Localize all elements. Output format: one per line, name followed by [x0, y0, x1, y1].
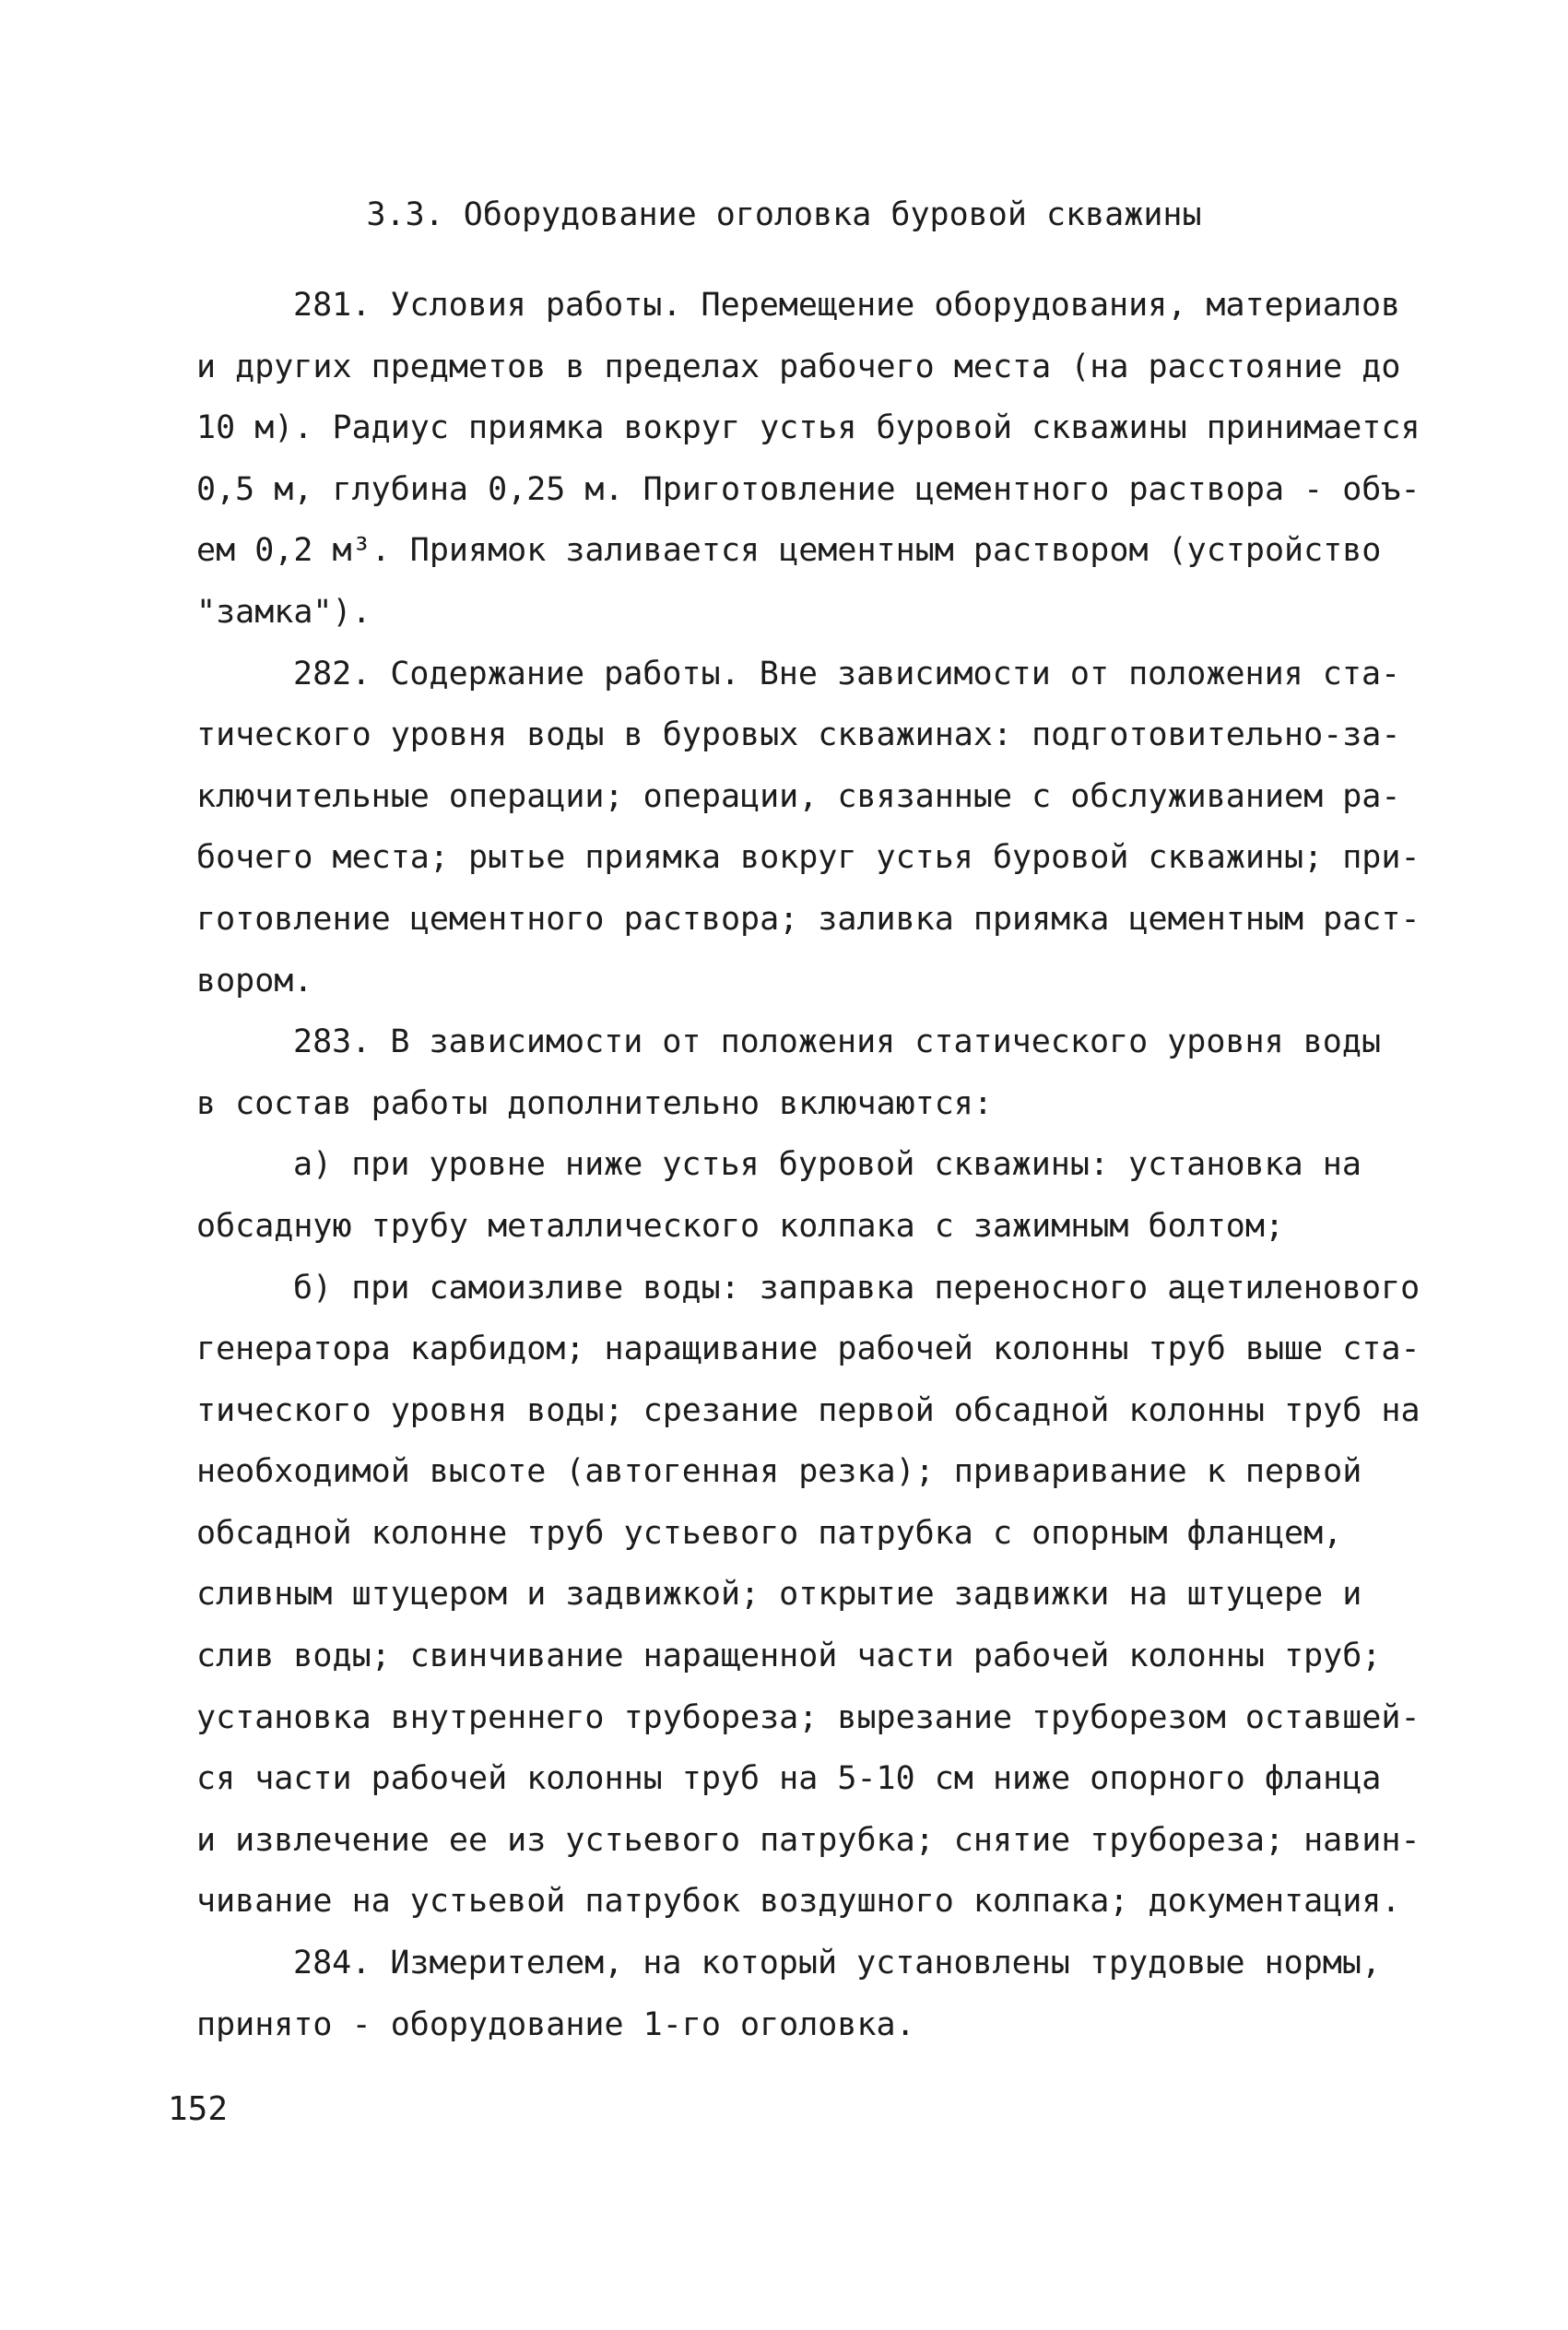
paragraph-281 — [196, 275, 1421, 644]
text-line: сливным штуцером и задвижкой; открытие задвижки на штуцере и — [196, 1576, 1362, 1614]
text-line: принято - оборудование 1-го оголовка. — [196, 2005, 915, 2043]
text-line: "замка"). — [196, 593, 371, 631]
text-line: ем 0,2 м³. Приямок заливается цементным раствором (устройство — [196, 532, 1382, 570]
text-line: бочего места; рытье приямка вокруг устья буровой скважины; при- — [196, 839, 1421, 877]
text-line: 0,5 м, глубина 0,25 м. Приготовление цементного раствора - объ- — [196, 470, 1421, 508]
text-line: обсадную трубу металлического колпака с зажимным болтом; — [196, 1207, 1285, 1245]
text-line: 10 м). Радиус приямка вокруг устья буровой скважины принимается — [196, 409, 1421, 447]
paragraph-284 — [196, 1933, 1413, 2055]
text-line: слив воды; свинчивание наращенной части рабочей колонны труб; — [196, 1638, 1382, 1675]
text-line: необходимой высоте (автогенная резка); приваривание к первой — [196, 1453, 1362, 1491]
text-line: и извлечение ее из устьевого патрубка; снятие трубореза; навин- — [196, 1821, 1421, 1859]
text-line: чивание на устьевой патрубок воздушного колпака; документация. — [196, 1883, 1401, 1921]
text-line: установка внутреннего трубореза; вырезание труборезом оставшей- — [196, 1698, 1421, 1736]
text-line: тического уровня воды; срезание первой обсадной колонны труб на — [196, 1391, 1421, 1429]
text-line: 283. В зависимости от положения статического уровня воды — [293, 1023, 1382, 1061]
paragraph-283 — [196, 1011, 1413, 1134]
text-line: 281. Условия работы. Перемещение оборудования, материалов — [293, 287, 1401, 324]
page-number: 152 — [168, 2090, 229, 2128]
text-line: б) при самоизливе воды: заправка переносного ацетиленового — [293, 1269, 1421, 1307]
text-line: 282. Содержание работы. Вне зависимости от положения ста- — [293, 655, 1401, 692]
list-item-a — [196, 1134, 1413, 1257]
text-line: готовление цементного раствора; заливка приямка цементным раст- — [196, 900, 1421, 938]
text-line: генератора карбидом; наращивание рабочей колонны труб выше ста- — [196, 1331, 1421, 1368]
body-text — [196, 275, 1421, 2055]
text-line: вором. — [196, 962, 313, 999]
text-line: и других предметов в пределах рабочего места (на расстояние до — [196, 348, 1401, 385]
list-item-b — [196, 1258, 1421, 1934]
text-line: ключительные операции; операции, связанные с обслуживанием ра- — [196, 777, 1401, 815]
section-heading: 3.3. Оборудование оголовка буровой скважины — [366, 196, 1202, 233]
paragraph-282 — [196, 644, 1421, 1012]
text-line: 284. Измерителем, на который установлены трудовые нормы, — [293, 1945, 1382, 1982]
text-line: в состав работы дополнительно включаются: — [196, 1084, 993, 1122]
text-line: ся части рабочей колонны труб на 5-10 см ниже опорного фланца — [196, 1760, 1382, 1798]
text-line: тического уровня воды в буровых скважинах: подготовительно-за- — [196, 716, 1401, 754]
text-line: а) при уровне ниже устья буровой скважины: установка на — [293, 1146, 1362, 1184]
text-line: обсадной колонне труб устьевого патрубка с опорным фланцем, — [196, 1514, 1343, 1552]
